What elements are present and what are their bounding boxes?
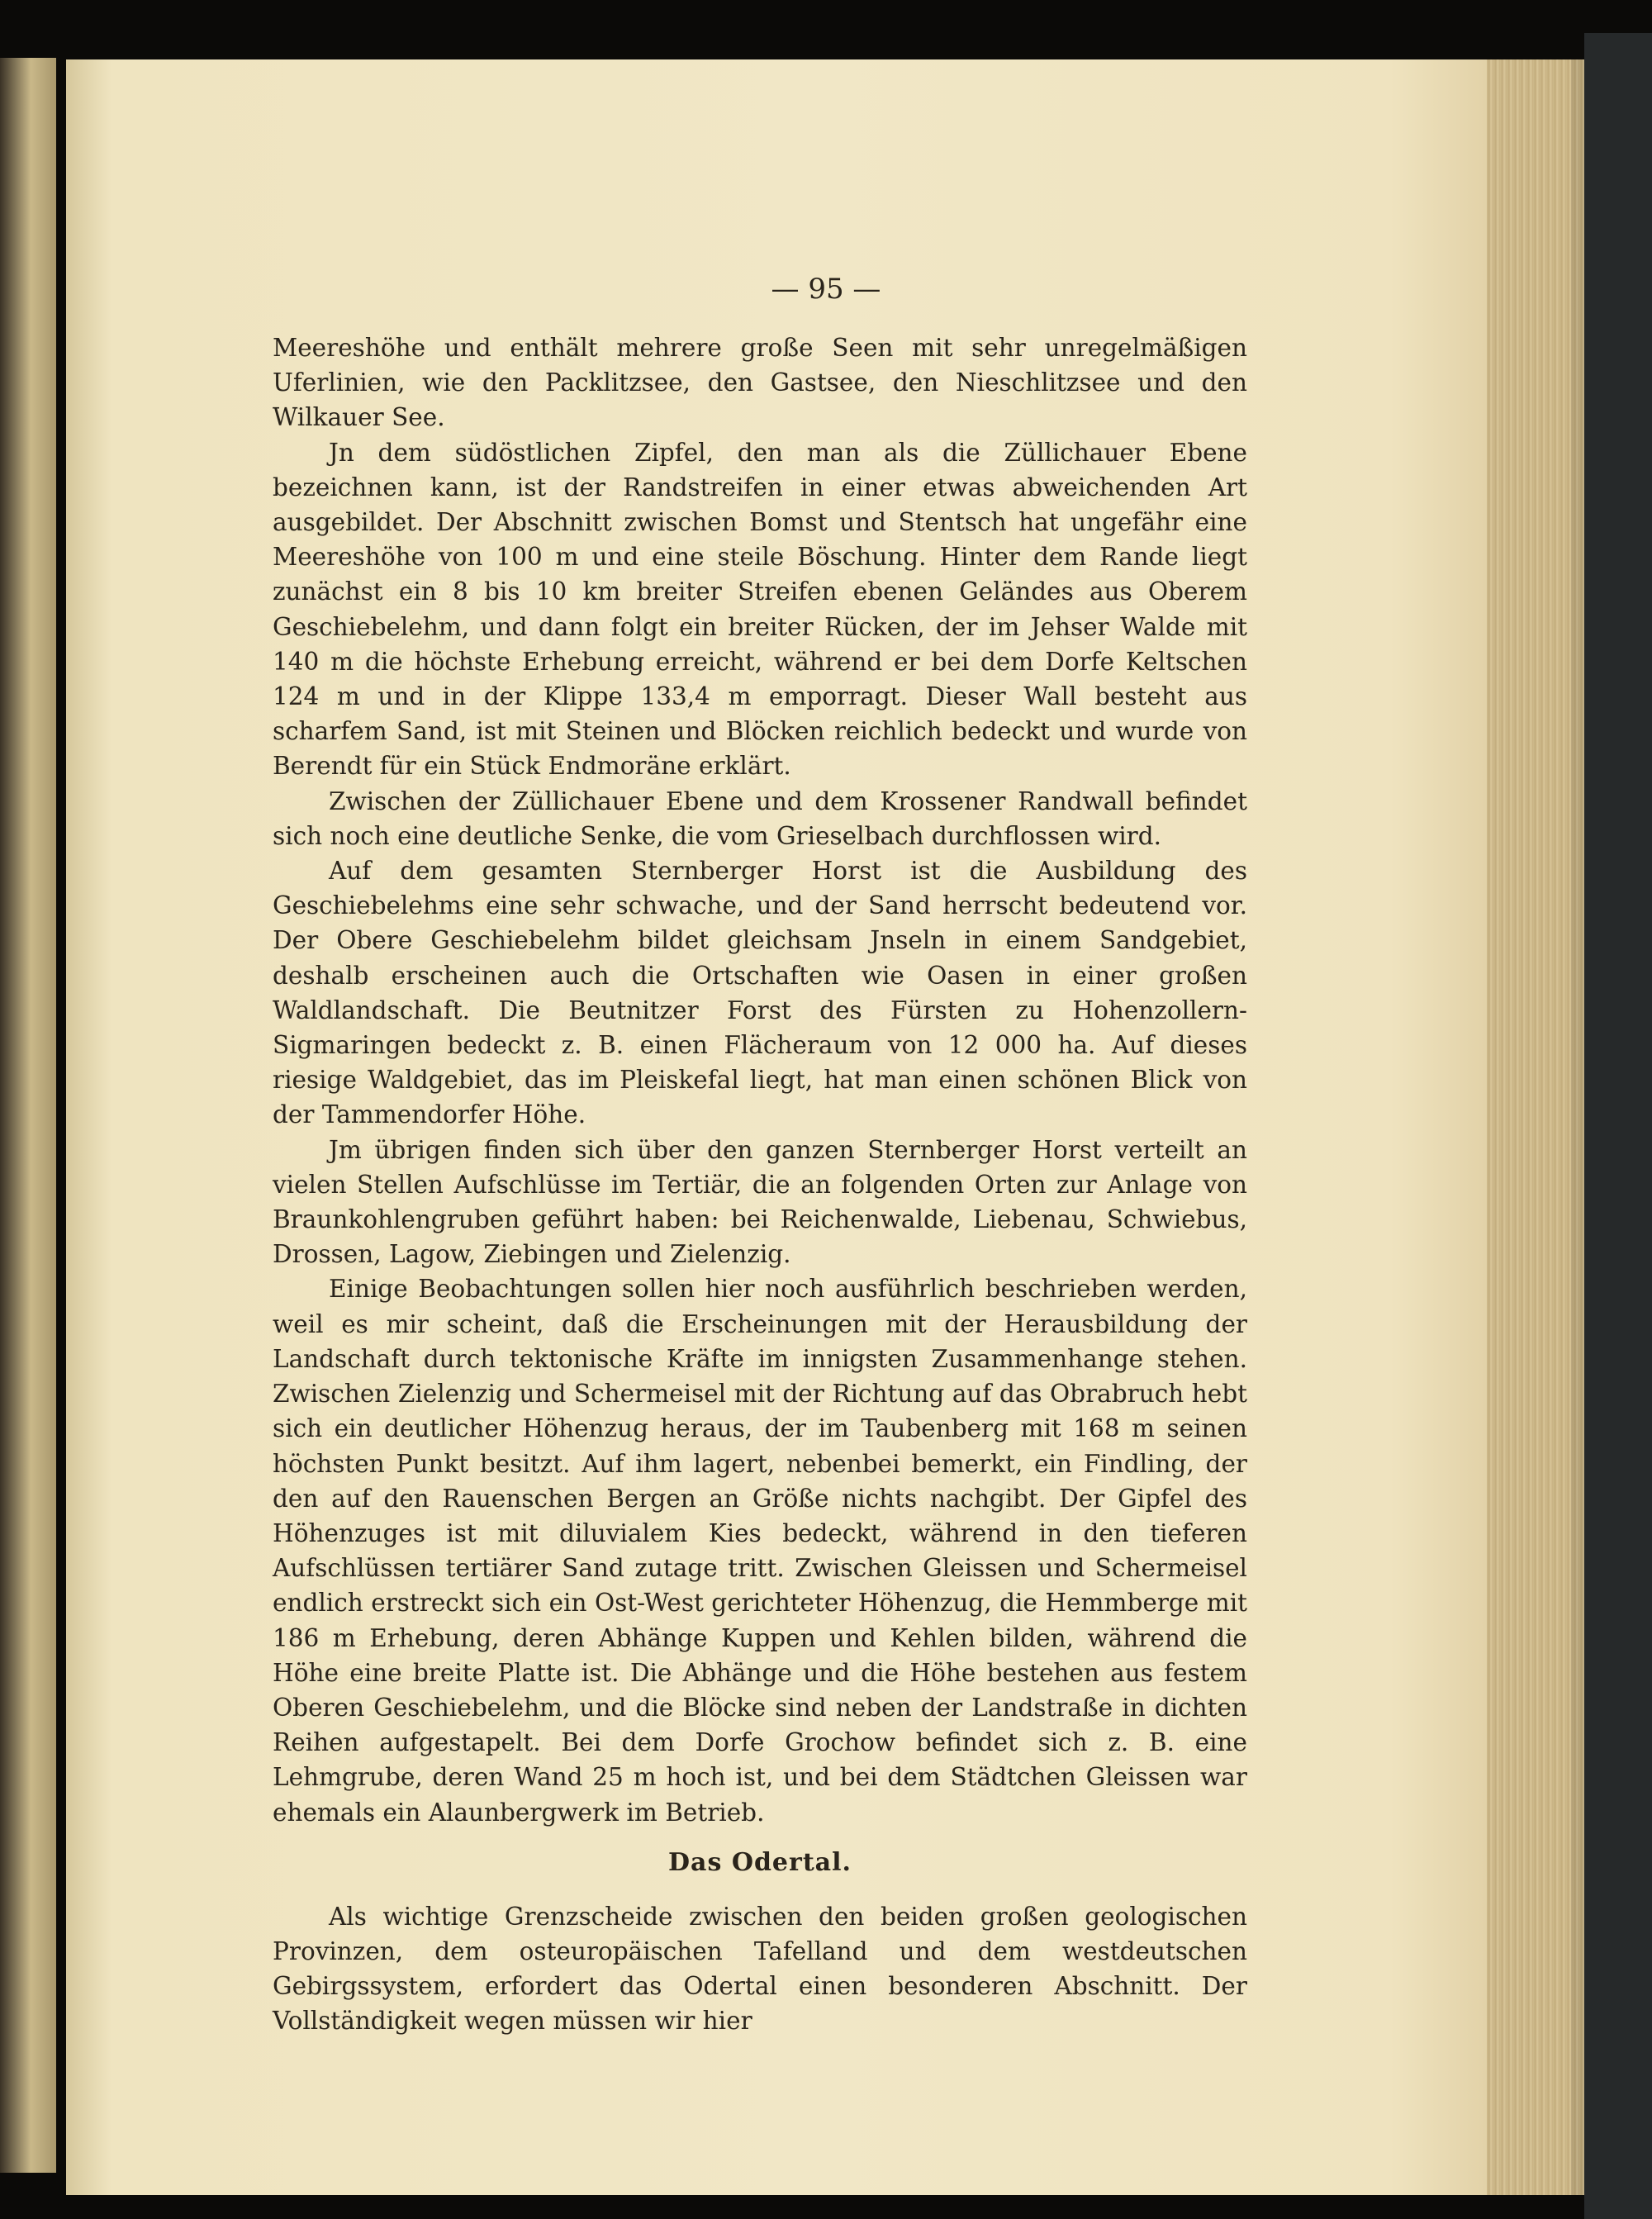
page-stack-edges <box>1487 59 1584 2195</box>
previous-page-edge <box>0 58 56 2173</box>
body-text <box>273 330 1247 2039</box>
section-heading: Das Odertal. <box>668 1847 852 1877</box>
paragraph: Jm übrigen finden sich über den ganzen Sternberger Horst verteilt an vielen Stellen Aufschlüsse im Tertiär, die an folgenden Orten zur Anlage von Braunkohlengruben geführt haben: bei Reichenwalde, Liebenau, Schwiebus, Drossen, Lagow, Ziebingen und Zielenzig. <box>273 1135 1247 1269</box>
page-number: — 95 — <box>771 273 881 306</box>
paragraph: Auf dem gesamten Sternberger Horst ist die Ausbildung des Geschiebelehms eine sehr schwache, und der Sand herrscht bedeutend vor. Der Obere Geschiebelehm bildet gleichsam Jnseln in einem Sandgebiet, deshalb erscheinen auch die Ortschaften wie Oasen in einer großen Waldlandschaft. Die Beutnitzer Forst des Fürsten zu Hohenzollern-Sigmaringen bedeckt z. B. einen Flächeraum von 12 000 ha. Auf dieses riesige Waldgebiet, das im Pleiskefal liegt, hat man einen schönen Blick von der Tammendorfer Höhe. <box>273 857 1247 1129</box>
paragraph: Jn dem südöstlichen Zipfel, den man als die Züllichauer Ebene bezeichnen kann, ist der Randstreifen in einer etwas abweichenden Art ausgebildet. Der Abschnitt zwischen Bomst und Stentsch hat ungefähr eine Meereshöhe von 100 m und eine steile Böschung. Hinter dem Rande liegt zunächst ein 8 bis 10 km breiter Streifen ebenen Geländes aus Oberem Geschiebelehm, und dann folgt ein breiter Rücken, der im Jehser Walde mit 140 m die höchste Erhebung erreicht, während er bei dem Dorfe Keltschen 124 m und in der Klippe 133,4 m emporragt. Dieser Wall besteht aus scharfem Sand, ist mit Steinen und Blöcken reichlich bedeckt und wurde von Berendt für ein Stück Endmoräne erklärt. <box>273 438 1247 781</box>
paragraph: Einige Beobachtungen sollen hier noch ausführlich beschrieben werden, weil es mir scheint, daß die Erscheinungen mit der Herausbildung der Landschaft durch tektonische Kräfte im innigsten Zusammenhange stehen. Zwischen Zielenzig und Schermeisel mit der Richtung auf das Obrabruch hebt sich ein deutlicher Höhenzug heraus, der im Taubenberg mit 168 m seinen höchsten Punkt besitzt. Auf ihm lagert, nebenbei bemerkt, ein Findling, der den auf den Rauenschen Bergen an Größe nichts nachgibt. Der Gipfel des Höhenzuges ist mit diluvialem Kies bedeckt, während in den tieferen Aufschlüssen tertiärer Sand zutage tritt. Zwischen Gleissen und Schermeisel endlich erstreckt sich ein Ost-West gerichteter Höhenzug, die Hemmberge mit 186 m Erhebung, deren Abhänge Kuppen und Kehlen bilden, während die Höhe eine breite Platte ist. Die Abhänge und die Höhe bestehen aus festem Oberen Geschiebelehm, und die Blöcke sind neben der Landstraße in dichten Reihen aufgestapelt. Bei dem Dorfe Grochow befindet sich z. B. eine Lehmgrube, deren Wand 25 m hoch ist, und bei dem Städtchen Gleissen war ehemals ein Alaunbergwerk im Betrieb. <box>273 1275 1247 1827</box>
book-cover-edge <box>1584 33 1652 2219</box>
paragraph: Meereshöhe und enthält mehrere große Seen mit sehr unregelmäßigen Uferlinien, wie den Packlitzsee, den Gastsee, den Nieschlitzsee und den Wilkauer See. <box>273 334 1247 432</box>
paragraph: Zwischen der Züllichauer Ebene und dem Krossener Randwall befindet sich noch eine deutliche Senke, die vom Grieselbach durchflossen wird. <box>273 786 1247 850</box>
paragraph: Als wichtige Grenzscheide zwischen den beiden großen geologischen Provinzen, dem osteuropäischen Tafelland und dem westdeutschen Gebirgssystem, erfordert das Odertal einen besonderen Abschnitt. Der Vollständigkeit wegen müssen wir hier <box>273 1902 1247 2036</box>
